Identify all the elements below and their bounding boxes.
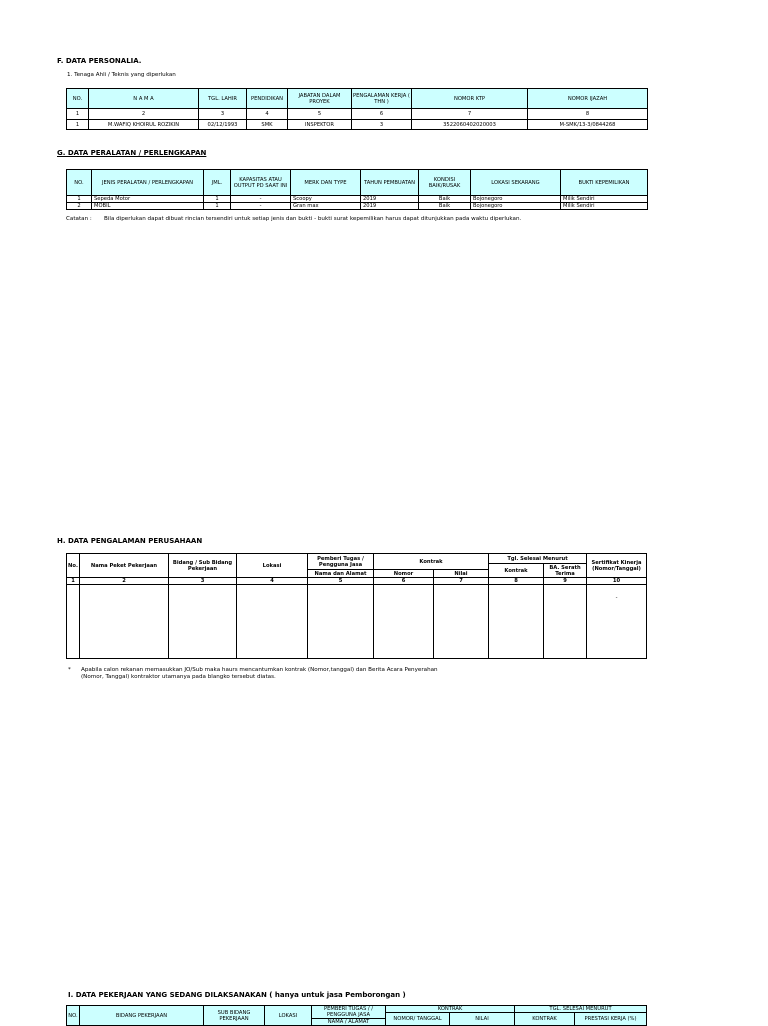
col-header-no: NO. xyxy=(67,1006,80,1026)
col-header-nama-alamat: NAMA / ALAMAT xyxy=(312,1019,386,1026)
col-header-lokasi: LOKASI xyxy=(265,1006,312,1026)
experience-empty-row xyxy=(67,585,647,659)
col-header-nilai: Nilai xyxy=(434,570,489,578)
cell: 1 xyxy=(67,196,92,203)
col-header: MERK DAN TYPE xyxy=(291,170,361,196)
cell: 1 xyxy=(204,203,231,210)
equipment-table xyxy=(66,169,648,210)
col-header-nilai: NILAI xyxy=(450,1013,515,1026)
col-header-prestasi: PRESTASI KERJA (%) xyxy=(575,1013,647,1026)
cell: 2019 xyxy=(361,203,419,210)
col-header: JABATAN DALAM PROYEK xyxy=(288,89,352,109)
cell: Milik Sendiri xyxy=(561,203,648,210)
col-header: JENIS PERALATAN / PERLENGKAPAN xyxy=(92,170,204,196)
col-header: N A M A xyxy=(89,89,199,109)
empty-cell xyxy=(237,585,308,659)
cell: Baik xyxy=(419,196,471,203)
experience-note-line-2: (Nomor, Tanggal) kontraktor utamanya pada blangko tersebut diatas. xyxy=(81,674,276,680)
col-number: 3 xyxy=(199,109,247,120)
col-header: TGL. LAHIR xyxy=(199,89,247,109)
experience-table xyxy=(66,553,647,659)
col-header-kontrak: Kontrak xyxy=(374,554,489,570)
col-number: 4 xyxy=(237,578,308,585)
col-number: 1 xyxy=(67,578,80,585)
col-header-tgl-selesai: TGL. SELESAI MENURUT xyxy=(515,1006,647,1013)
col-header: KAPASITAS ATAU OUTPUT PD SAAT INI xyxy=(231,170,291,196)
equipment-header-row xyxy=(67,170,648,196)
personnel-header-row xyxy=(67,89,648,109)
col-header-bidang: Bidang / Sub Bidang Pekerjaan xyxy=(169,554,237,578)
cell: INSPEKTOR xyxy=(288,120,352,130)
col-header-nomor: NOMOR/ TANGGAL xyxy=(386,1013,450,1026)
cell: Baik xyxy=(419,203,471,210)
cell: SMK xyxy=(247,120,288,130)
cell: Milik Sendiri xyxy=(561,196,648,203)
cell: Gran max xyxy=(291,203,361,210)
col-header-nama-alamat: Nama dan Alamat xyxy=(308,570,374,578)
cell: Bojonegoro xyxy=(471,203,561,210)
col-header: PENDIDIKAN xyxy=(247,89,288,109)
col-number: 8 xyxy=(528,109,648,120)
cell: 1 xyxy=(67,120,89,130)
col-header-bidang: BIDANG PEKERJAAN xyxy=(80,1006,204,1026)
cell: 3 xyxy=(352,120,412,130)
col-header: KONDISI BAIK/RUSAK xyxy=(419,170,471,196)
cell: - xyxy=(231,196,291,203)
section-f-subtitle: 1. Tenaga Ahli / Teknis yang diperlukan xyxy=(67,72,176,78)
empty-cell xyxy=(80,585,169,659)
cell: 2019 xyxy=(361,196,419,203)
cell: - xyxy=(231,203,291,210)
col-header-nama-paket: Nama Peket Pekerjaan xyxy=(80,554,169,578)
col-number: 2 xyxy=(89,109,199,120)
section-g-title: G. DATA PERALATAN / PERLENGKAPAN xyxy=(57,149,207,157)
personnel-numbering-row xyxy=(67,109,648,120)
col-header-kontrak2: KONTRAK xyxy=(515,1013,575,1026)
ongoing-header-row-1 xyxy=(67,1006,647,1013)
col-header-ba-serah: BA. Serath Terima xyxy=(544,564,587,578)
col-number: 6 xyxy=(352,109,412,120)
equipment-note: Bila diperlukan dapat dibuat rincian tersendiri untuk setiap jenis dan bukti - bukti surat kepemilikan harus dapat ditunjukkan pada waktu diperlukan. xyxy=(104,216,522,222)
col-header: NO. xyxy=(67,89,89,109)
table-row xyxy=(67,203,648,210)
col-header-no: No. xyxy=(67,554,80,578)
col-header: NOMOR IJAZAH xyxy=(528,89,648,109)
cell: 2 xyxy=(67,203,92,210)
empty-cell xyxy=(374,585,434,659)
col-header-kontrak2: Kontrak xyxy=(489,564,544,578)
col-number: 8 xyxy=(489,578,544,585)
col-number: 5 xyxy=(308,578,374,585)
dash-value: - xyxy=(615,595,618,601)
col-number: 5 xyxy=(288,109,352,120)
col-header: NO. xyxy=(67,170,92,196)
cell xyxy=(587,585,647,659)
col-number: 10 xyxy=(587,578,647,585)
cell: Bojonegoro xyxy=(471,196,561,203)
col-header-sertifikat: Sertifikat Kinerja (Nomor/Tanggal) xyxy=(587,554,647,578)
empty-cell xyxy=(434,585,489,659)
col-header-sub-bidang: SUB BIDANG PEKERJAAN xyxy=(204,1006,265,1026)
col-number: 6 xyxy=(374,578,434,585)
section-h-title: H. DATA PENGALAMAN PERUSAHAAN xyxy=(57,537,203,545)
cell: 1 xyxy=(204,196,231,203)
experience-header-row-1 xyxy=(67,554,647,564)
empty-cell xyxy=(169,585,237,659)
table-row xyxy=(67,120,648,130)
col-header: TAHUN PEMBUATAN xyxy=(361,170,419,196)
cell: 02/12/1993 xyxy=(199,120,247,130)
section-f-title: F. DATA PERSONALIA. xyxy=(57,57,142,65)
col-number: 4 xyxy=(247,109,288,120)
col-header-pemberi: Pemberi Tugas / Pengguna Jasa xyxy=(308,554,374,570)
cell: M.WAFIQ KHOIRUL ROZIKIN xyxy=(89,120,199,130)
experience-note-line-1: Apabila calon rekanan memasukkan JO/Sub maka haurs mencantumkan kontrak (Nomor,tanggal) dan Berita Acara Penyerahan xyxy=(81,667,438,673)
col-header-pemberi: PEMBERI TUGAS / / PENGGUNA JASA xyxy=(312,1006,386,1019)
empty-cell xyxy=(67,585,80,659)
empty-cell xyxy=(544,585,587,659)
col-number: 1 xyxy=(67,109,89,120)
col-header-tgl-selesai: Tgl. Selesai Menurut xyxy=(489,554,587,564)
col-number: 3 xyxy=(169,578,237,585)
col-header: LOKASI SEKARANG xyxy=(471,170,561,196)
cell: MOBIL xyxy=(92,203,204,210)
personnel-table xyxy=(66,88,648,130)
col-header: NOMOR KTP xyxy=(412,89,528,109)
cell: M-SMK/13-3/0844268 xyxy=(528,120,648,130)
experience-note-mark: * xyxy=(68,667,71,673)
section-i-title: I. DATA PEKERJAAN YANG SEDANG DILAKSANAKAN ( hanya untuk jasa Pemborongan ) xyxy=(68,991,406,999)
empty-cell xyxy=(308,585,374,659)
col-header: BUKTI KEPEMILIKAN xyxy=(561,170,648,196)
col-header-lokasi: Lokasi xyxy=(237,554,308,578)
ongoing-work-table xyxy=(66,1005,647,1026)
col-number: 7 xyxy=(412,109,528,120)
col-header-nomor: Nomor xyxy=(374,570,434,578)
cell: Scoopy xyxy=(291,196,361,203)
col-header: JML. xyxy=(204,170,231,196)
cell: Sepeda Motor xyxy=(92,196,204,203)
empty-cell xyxy=(489,585,544,659)
table-row xyxy=(67,196,648,203)
col-number: 7 xyxy=(434,578,489,585)
equipment-note-label: Catatan : xyxy=(66,216,92,222)
col-header-kontrak: KONTRAK xyxy=(386,1006,515,1013)
col-number: 2 xyxy=(80,578,169,585)
col-header: PENGALAMAN KERJA ( THN ) xyxy=(352,89,412,109)
col-number: 9 xyxy=(544,578,587,585)
cell: 3522060402020003 xyxy=(412,120,528,130)
experience-numbering-row xyxy=(67,578,647,585)
